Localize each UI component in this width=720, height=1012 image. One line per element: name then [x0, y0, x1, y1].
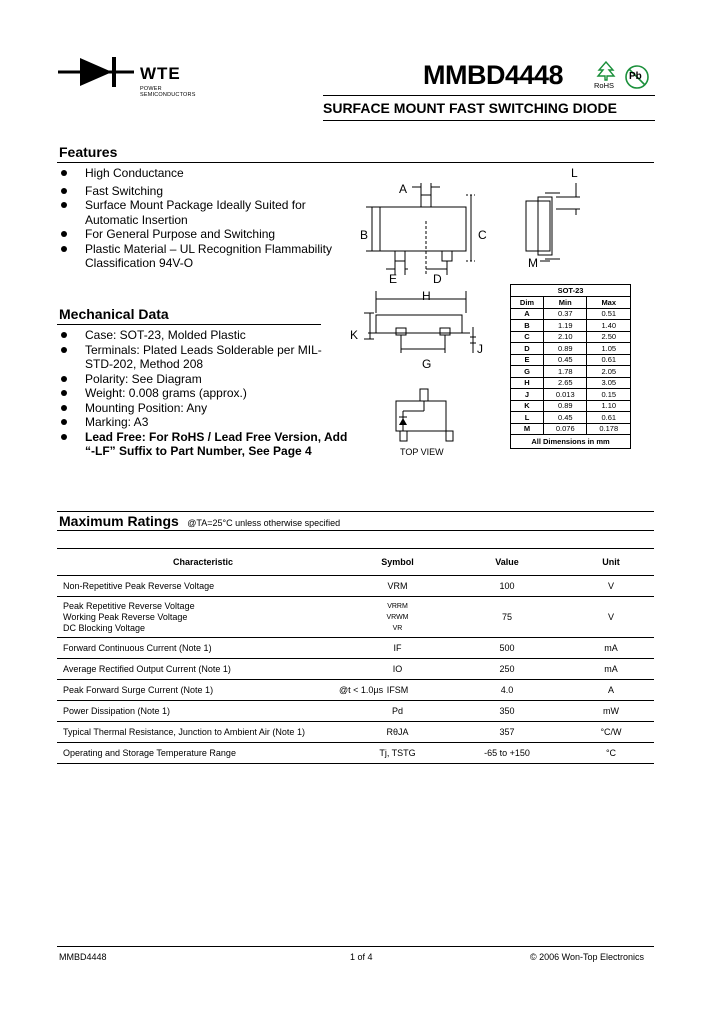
ratings-condition: @TA=25°C unless otherwise specified	[187, 518, 341, 528]
dim-label-l: L	[571, 166, 578, 180]
lead-free-note: Lead Free: For RoHS / Lead Free Version, Add “-LF” Suffix to Part Number, See Page 4	[59, 430, 349, 459]
logo-name: WTE	[140, 64, 181, 83]
footer-page-number: 1 of 4	[350, 952, 373, 962]
dim-label-g: G	[422, 357, 432, 371]
value-cell: 250	[446, 659, 568, 680]
dim-cell: 0.51	[587, 308, 631, 320]
characteristic-header: Characteristic	[57, 549, 349, 576]
list-item: Surface Mount Package Ideally Suited for Automatic Insertion	[59, 198, 349, 227]
dim-cell: 0.45	[544, 412, 587, 424]
dim-cell: A	[511, 308, 544, 320]
unit-cell: mA	[568, 638, 654, 659]
footer-copyright: © 2006 Won-Top Electronics	[530, 952, 645, 962]
dimension-table	[510, 284, 631, 449]
features-rule	[57, 162, 654, 163]
diode-symbol-icon	[399, 418, 407, 425]
symbol-cell: Tj, TSTG	[349, 743, 446, 764]
table-row	[57, 576, 654, 597]
list-item: Marking: A3	[59, 415, 349, 430]
dim-cell: L	[511, 412, 544, 424]
value-cell: 500	[446, 638, 568, 659]
dim-cell: D	[511, 343, 544, 355]
characteristic-cell: Non-Repetitive Peak Reverse Voltage	[57, 576, 349, 597]
symbol-cell: IO	[349, 659, 446, 680]
characteristic-cell: Typical Thermal Resistance, Junction to Ambient Air (Note 1)	[57, 722, 349, 743]
dim-cell: 0.89	[544, 343, 587, 355]
dim-label-m: M	[528, 256, 538, 270]
characteristic-cell: Peak Repetitive Reverse Voltage Working Peak Reverse Voltage DC Blocking Voltage	[57, 597, 349, 638]
dim-cell: 1.78	[544, 366, 587, 378]
ratings-heading	[59, 513, 340, 531]
dim-table-footer: All Dimensions in mm	[511, 435, 631, 449]
ratings-table	[57, 548, 654, 764]
dim-table-title: SOT-23	[511, 285, 631, 297]
dim-cell: 2.10	[544, 331, 587, 343]
max-header: Max	[587, 297, 631, 309]
list-item: Weight: 0.008 grams (approx.)	[59, 386, 349, 401]
list-item: Fast Switching	[59, 184, 349, 199]
company-logo	[58, 56, 218, 96]
dim-label-b: B	[360, 228, 369, 242]
dim-cell: E	[511, 354, 544, 366]
symbol-header: Symbol	[349, 549, 446, 576]
dim-cell: 0.37	[544, 308, 587, 320]
list-item: For General Purpose and Switching	[59, 227, 349, 242]
unit-cell: mA	[568, 659, 654, 680]
symbol-cell: VRRM VRWM VR	[349, 597, 446, 638]
dim-cell: 1.05	[587, 343, 631, 355]
ratings-rule-bottom	[57, 530, 654, 531]
value-cell: -65 to +150	[446, 743, 568, 764]
pb-free-badge	[624, 64, 650, 90]
list-item: Terminals: Plated Leads Solderable per MIL-STD-202, Method 208	[59, 343, 349, 372]
unit-cell: V	[568, 597, 654, 638]
dim-label-a: A	[399, 182, 408, 196]
symbol-cell: RθJA	[349, 722, 446, 743]
table-row	[57, 743, 654, 764]
header-rule-top	[323, 95, 655, 96]
rohs-tree-icon	[596, 61, 616, 81]
ratings-rule-top	[57, 511, 654, 512]
list-item: High Conductance	[59, 166, 349, 181]
table-row	[57, 722, 654, 743]
rohs-label: RoHS	[594, 81, 615, 90]
dim-cell: 1.10	[587, 400, 631, 412]
characteristic-cell: Average Rectified Output Current (Note 1)	[57, 659, 349, 680]
characteristic-cell: Operating and Storage Temperature Range	[57, 743, 349, 764]
dim-cell: 3.05	[587, 377, 631, 389]
package-body-front	[380, 207, 466, 251]
features-list	[59, 166, 349, 271]
dim-label-d: D	[433, 272, 442, 286]
value-cell: 4.0	[446, 680, 568, 701]
symbol-cell: Pd	[349, 701, 446, 722]
dim-cell: 0.15	[587, 389, 631, 401]
package-body-side	[376, 315, 462, 333]
characteristic-cell: Power Dissipation (Note 1)	[57, 701, 349, 722]
dim-label-k: K	[350, 328, 359, 342]
footer-rule	[57, 946, 654, 947]
top-view-label: TOP VIEW	[400, 447, 444, 457]
mechanical-rule	[57, 324, 321, 325]
dim-cell: 0.076	[544, 423, 587, 435]
characteristic-cell: Forward Continuous Current (Note 1)	[57, 638, 349, 659]
value-cell: 75	[446, 597, 568, 638]
table-row	[57, 659, 654, 680]
dim-cell: 0.178	[587, 423, 631, 435]
condition-text: @t < 1.0µs	[339, 685, 384, 695]
package-outline-diagram	[340, 165, 510, 465]
mechanical-title: Mechanical Data	[59, 306, 169, 322]
dim-cell: M	[511, 423, 544, 435]
table-row	[57, 638, 654, 659]
dim-cell: 2.05	[587, 366, 631, 378]
dim-cell: 0.45	[544, 354, 587, 366]
value-cell: 357	[446, 722, 568, 743]
symbol-cell: IF	[349, 638, 446, 659]
value-cell: 350	[446, 701, 568, 722]
table-row	[57, 597, 654, 638]
ratings-title: Maximum Ratings	[59, 513, 179, 529]
lead-top	[421, 195, 431, 207]
dim-cell: K	[511, 400, 544, 412]
lead-right	[442, 251, 452, 261]
dim-cell: C	[511, 331, 544, 343]
list-item: Polarity: See Diagram	[59, 372, 349, 387]
dim-cell: H	[511, 377, 544, 389]
subtitle: SURFACE MOUNT FAST SWITCHING DIODE	[323, 100, 617, 116]
table-row	[57, 680, 654, 701]
dim-cell: 0.61	[587, 412, 631, 424]
characteristic-text: Peak Forward Surge Current (Note 1)	[63, 685, 214, 695]
dim-cell: 1.19	[544, 320, 587, 332]
unit-cell: A	[568, 680, 654, 701]
footer-part: MMBD4448	[59, 952, 107, 962]
dim-cell: 0.013	[544, 389, 587, 401]
unit-header: Unit	[568, 549, 654, 576]
lead-left	[395, 251, 405, 261]
unit-cell: V	[568, 576, 654, 597]
dim-label-h: H	[422, 289, 431, 303]
dim-cell: G	[511, 366, 544, 378]
dim-label-e: E	[389, 272, 398, 286]
dim-label-j: J	[477, 342, 483, 356]
dim-cell: 0.89	[544, 400, 587, 412]
logo-tagline: POWER SEMICONDUCTORS	[140, 86, 196, 98]
diode-logo-icon	[58, 56, 136, 88]
dim-label-c: C	[478, 228, 487, 242]
unit-cell: mW	[568, 701, 654, 722]
features-title: Features	[59, 144, 118, 160]
min-header: Min	[544, 297, 587, 309]
value-cell: 100	[446, 576, 568, 597]
symbol-cell: IFSM	[349, 680, 446, 701]
value-header: Value	[446, 549, 568, 576]
dim-cell: B	[511, 320, 544, 332]
mechanical-list	[59, 328, 349, 459]
dim-cell: 2.65	[544, 377, 587, 389]
dim-header: Dim	[511, 297, 544, 309]
pb-label: Pb	[629, 71, 642, 82]
unit-cell: °C/W	[568, 722, 654, 743]
part-number-title: MMBD4448	[423, 60, 564, 90]
header-rule-bottom	[323, 120, 655, 121]
symbol-cell: VRM	[349, 576, 446, 597]
rohs-badge	[592, 61, 620, 91]
list-item: Case: SOT-23, Molded Plastic	[59, 328, 349, 343]
characteristic-cell	[57, 680, 384, 701]
dim-cell: 1.40	[587, 320, 631, 332]
unit-cell: °C	[568, 743, 654, 764]
dim-cell: 2.50	[587, 331, 631, 343]
dim-cell: J	[511, 389, 544, 401]
table-row	[57, 701, 654, 722]
list-item: Plastic Material – UL Recognition Flammability Classification 94V-O	[59, 242, 349, 271]
dim-cell: 0.61	[587, 354, 631, 366]
list-item: Mounting Position: Any	[59, 401, 349, 416]
